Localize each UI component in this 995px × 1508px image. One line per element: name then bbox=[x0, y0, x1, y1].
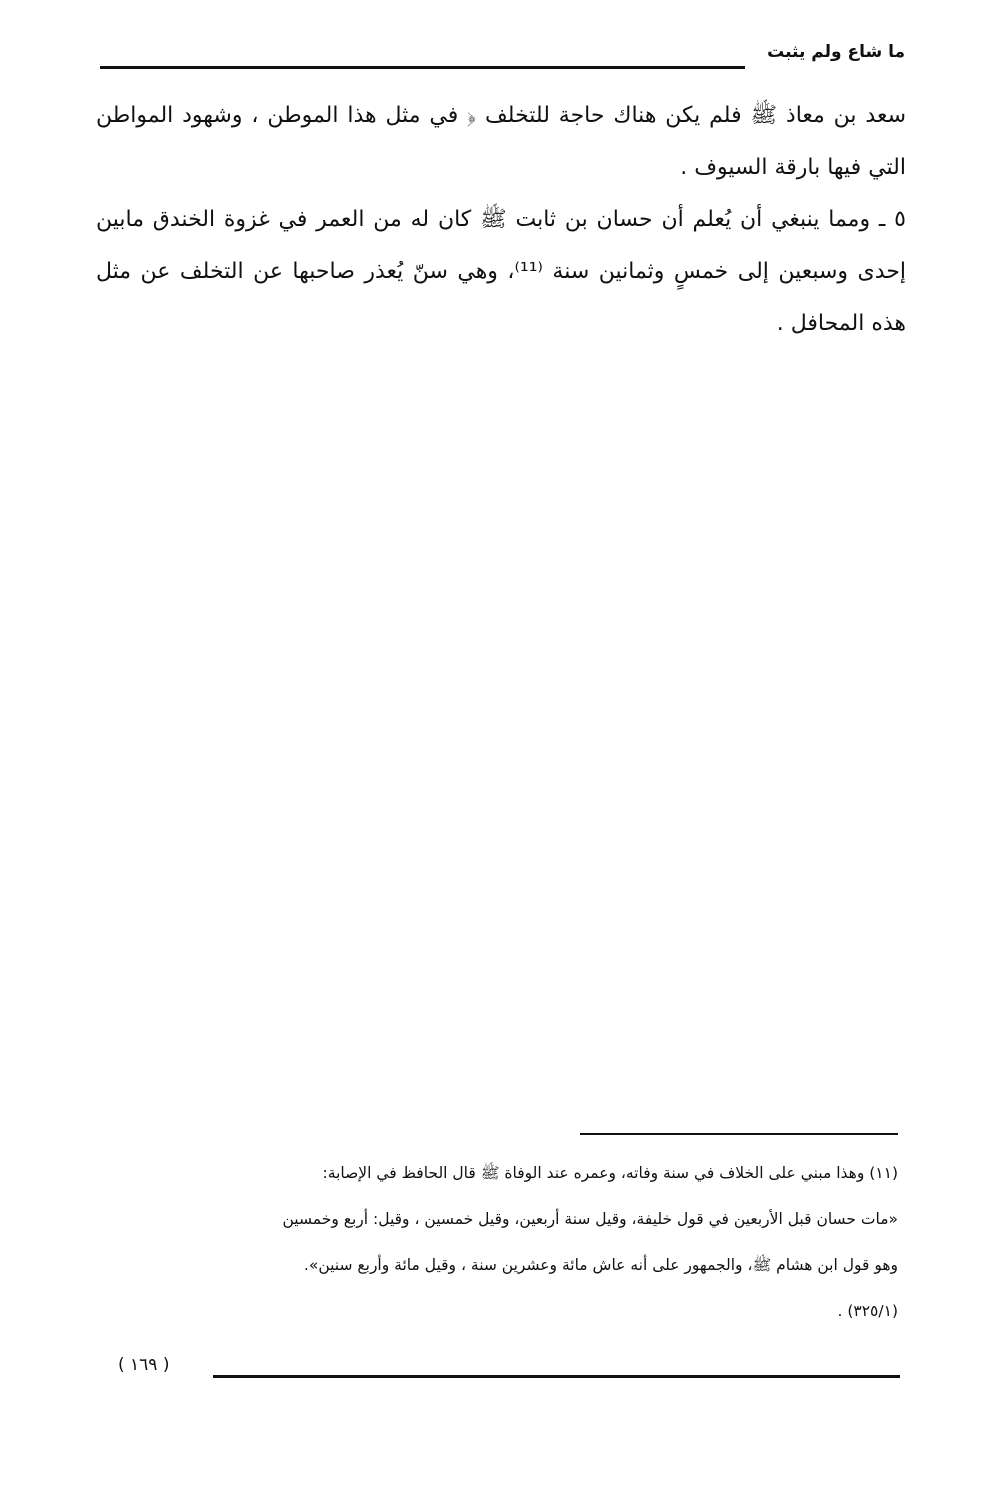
footnote-line: (١١) وهذا مبني على الخلاف في سنة وفاته، وعمره عند الوفاة ﷺ قال الحافظ في الإصابة: bbox=[322, 1164, 898, 1182]
page-number: ( ١٦٩ ) bbox=[118, 1355, 170, 1375]
footnote-line: (٣٢٥/١) . bbox=[837, 1302, 898, 1320]
header-rule bbox=[100, 66, 745, 69]
footnotes bbox=[108, 1150, 898, 1334]
footnote-line: «مات حسان قبل الأربعين في قول خليفة، وقيل سنة أربعين، وقيل خمسين ، وقيل: أربع وخمسين bbox=[282, 1210, 898, 1228]
paragraph: ٥ ـ ومما ينبغي أن يُعلم أن حسان بن ثابت ﷺ كان له من العمر في غزوة الخندق مابين إحدى وسبعين إلى خمسٍ وثمانين سنة ⁽¹¹⁾، وهي سنّ يُعذر صاحبها عن التخلف عن مثل هذه المحافل . bbox=[96, 207, 906, 336]
footnote-separator bbox=[580, 1133, 898, 1135]
footer-rule bbox=[213, 1375, 900, 1378]
paragraph: سعد بن معاذ ﷺ فلم يكن هناك حاجة للتخلف ﴿ في مثل هذا الموطن ، وشهود المواطن التي فيها بارقة السيوف . bbox=[96, 103, 906, 180]
page-header bbox=[100, 40, 905, 80]
main-text bbox=[96, 90, 906, 350]
page-footer bbox=[118, 1355, 900, 1395]
running-title: ما شاع ولم يثبت bbox=[767, 42, 905, 62]
footnote-line: وهو قول ابن هشام ﷺ، والجمهور على أنه عاش مائة وعشرين سنة ، وقيل مائة وأربع سنين». bbox=[303, 1256, 898, 1274]
